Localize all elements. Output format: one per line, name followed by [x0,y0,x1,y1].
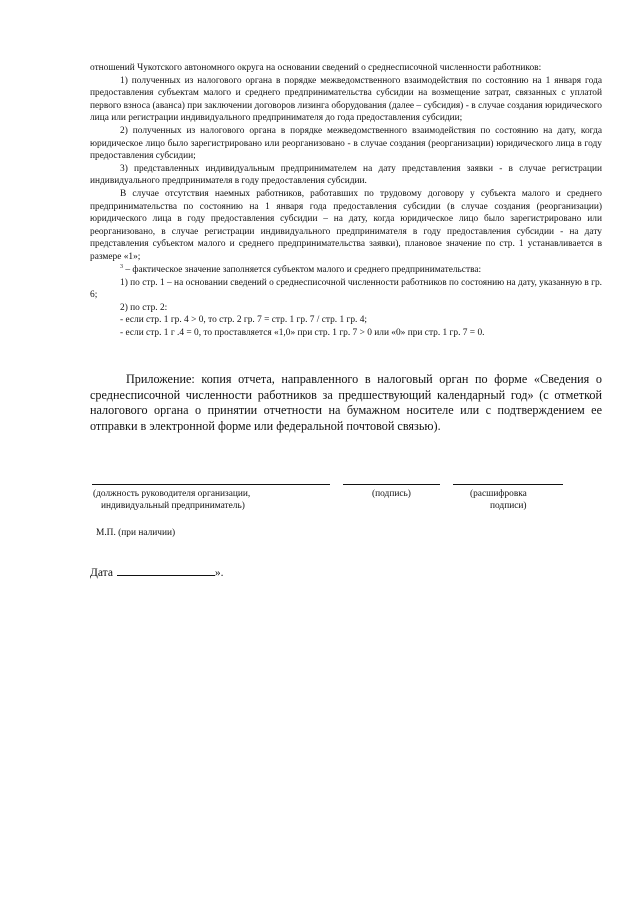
footnote-3-line-2: 2) по стр. 2: [120,302,168,313]
footnote-3-heading [90,264,602,277]
position-signature-line [92,484,330,485]
signature-caption: (подпись) [372,489,411,499]
footnote-3 [90,264,602,340]
decode-caption-line-1: (расшифровка [470,489,527,499]
position-caption-line-2: индивидуальный предприниматель) [101,501,245,511]
no-employees-paragraph: В случае отсутствия наемных работников, работавших по трудовому договору у субъекта малого и среднего предпринимательства по состоянию на 1 января года предоставления субсидии (в случае создания (реорганизации) юридического лица в году предоставления субсидии – на дату, когда юридическое лицо было зарегистрировано или реорганизовано, в случае регистрации индивидуального предпринимателя в году предоставления субсидии - на дату представления субъектом малого и среднего предпринимательства заявки), плановое значение по стр. 1 устанавливается в размере «1»; [90,188,602,262]
decode-caption-line-2: подписи) [490,501,527,511]
footnote-3-line-3: - если стр. 1 гр. 4 > 0, то стр. 2 гр. 7 = стр. 1 гр. 7 / стр. 1 гр. 4; [120,315,368,326]
position-caption-line-1: (должность руководителя организации, [93,489,251,499]
signature-line [343,484,440,485]
source-item-3: 3) представленных индивидуальным предпринимателем на дату представления заявки - в случае регистрации индивидуального предпринимателя в году предоставления субсидии. [90,163,602,187]
decode-signature-line [453,484,563,485]
source-item-1: 1) полученных из налогового органа в порядке межведомственного взаимодействия по состоянию на 1 января года предоставления субъектам малого и среднего предпринимательства субсидии на возмещение затрат, связанных с уплатой первого взноса (аванса) при заключении договоров лизинга оборудования (далее – субсидия) - в случае создания юридического лица или регистрации индивидуального предпринимателя до года предоставления субсидии; [90,75,602,124]
decode-caption [470,488,527,512]
position-caption [93,488,250,512]
appendix-paragraph: Приложение: копия отчета, направленного в налоговый орган по форме «Сведения о среднесписочной численности работников за предшествующий календарный год» (с отметкой налогового органа о принятии отчетности на бумажном носителе или с подтверждением ее отправки в электронной форме или федеральной почтовой связью). [90,372,602,433]
footnote-3-line-4: - если стр. 1 г .4 = 0, то проставляется «1,0» при стр. 1 гр. 7 > 0 или «0» при стр. 1 гр. 7 = 0. [120,327,485,338]
footnote-3-text: – фактическое значение заполняется субъектом малого и среднего предпринимательства: [123,265,482,275]
employee-count-sources [90,62,602,264]
source-item-2: 2) полученных из налогового органа в порядке межведомственного взаимодействия по состоянию на дату, когда юридическое лицо было зарегистрировано или реорганизовано - в случае создания (реорганизации) юридического лица в году предоставления субсидии; [90,125,602,162]
stamp-placeholder: М.П. (при наличии) [96,528,176,538]
date-field-line [117,565,215,576]
date-row [90,565,224,579]
continuation-paragraph: отношений Чукотского автономного округа на основании сведений о среднесписочной численности работников: [90,63,542,73]
date-label: Дата [90,567,113,579]
footnote-3-line-1: 1) по стр. 1 – на основании сведений о среднесписочной численности работников по состоянию на дату, указанную в гр. 6; [90,277,602,301]
date-suffix: ». [214,567,224,579]
footnote-3-mark: 3 [120,264,123,270]
